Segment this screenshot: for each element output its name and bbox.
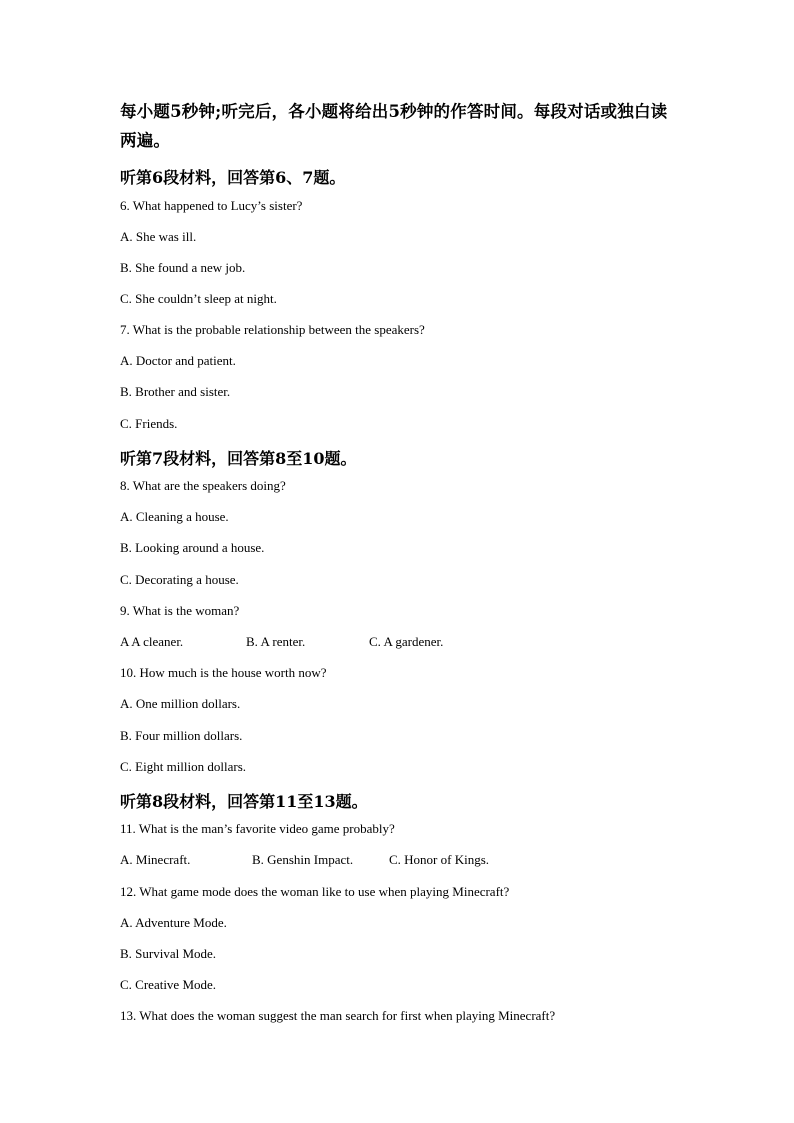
answer-option: A. Minecraft. bbox=[120, 852, 191, 867]
answer-option: B. Four million dollars. bbox=[120, 728, 243, 743]
section-heading: 听第7段材料，回答第8至10题。 bbox=[120, 449, 357, 468]
answer-option: B. She found a new job. bbox=[120, 260, 246, 275]
question-text: 11. What is the man’s favorite video game probably? bbox=[120, 821, 395, 836]
answer-option: B. Brother and sister. bbox=[120, 384, 231, 399]
section-heading: 听第8段材料，回答第11至13题。 bbox=[120, 792, 368, 811]
question-text: 13. What does the woman suggest the man search for first when playing Minecraft? bbox=[120, 1008, 556, 1023]
question-text: 9. What is the woman? bbox=[120, 603, 240, 618]
question-text: 12. What game mode does the woman like to use when playing Minecraft? bbox=[120, 884, 510, 899]
question-text: 6. What happened to Lucy’s sister? bbox=[120, 198, 303, 213]
answer-option: A. Adventure Mode. bbox=[120, 915, 227, 930]
answer-option: A. Cleaning a house. bbox=[120, 509, 229, 524]
answer-option: C. Honor of Kings. bbox=[389, 852, 490, 867]
answer-option: A A cleaner. bbox=[120, 634, 184, 649]
section-heading: 听第6段材料，回答第6、7题。 bbox=[120, 168, 346, 187]
answer-option: A. She was ill. bbox=[120, 229, 197, 244]
answer-option: C. She couldn’t sleep at night. bbox=[120, 291, 277, 306]
question-text: 7. What is the probable relationship between the speakers? bbox=[120, 322, 425, 337]
answer-option: C. Friends. bbox=[120, 416, 178, 431]
answer-option: C. Eight million dollars. bbox=[120, 759, 247, 774]
answer-option: C. Decorating a house. bbox=[120, 572, 239, 587]
answer-option: B. Looking around a house. bbox=[120, 540, 265, 555]
answer-option: B. Survival Mode. bbox=[120, 946, 217, 961]
answer-option: A. Doctor and patient. bbox=[120, 353, 236, 368]
answer-option: C. A gardener. bbox=[369, 634, 444, 649]
question-text: 8. What are the speakers doing? bbox=[120, 478, 286, 493]
question-text: 10. How much is the house worth now? bbox=[120, 665, 327, 680]
answer-option: B. Genshin Impact. bbox=[252, 852, 354, 867]
answer-option: C. Creative Mode. bbox=[120, 977, 217, 992]
instructions-text: 每小题5秒钟;听完后，各小题将给出5秒钟的作答时间。每段对话或独白读两遍。 bbox=[120, 102, 668, 150]
answer-option: B. A renter. bbox=[246, 634, 306, 649]
answer-option: A. One million dollars. bbox=[120, 696, 241, 711]
